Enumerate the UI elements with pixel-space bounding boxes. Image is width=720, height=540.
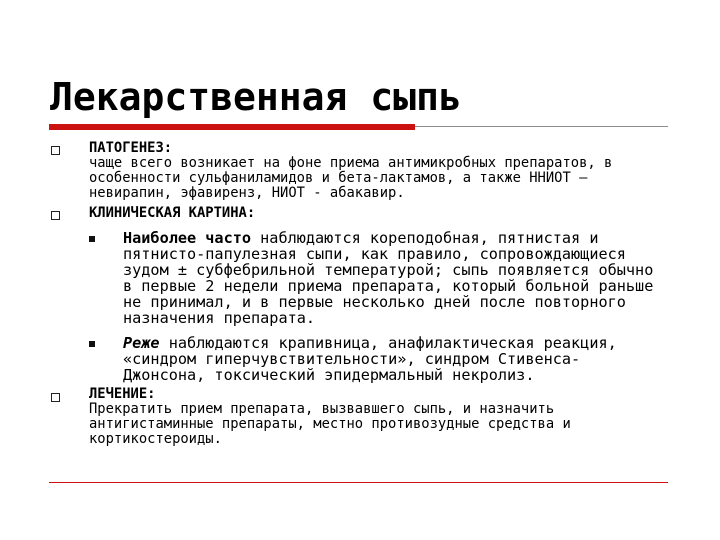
clinical-rare-first-rest: наблюдаются крапивница, анафилактическая реакция, [159,334,617,352]
clinical-frequent-line: в первые 2 недели приема препарата, который больной раньше [123,277,654,295]
pathogenesis-line: чаще всего возникает на фоне приема антимикробных препаратов, в [89,155,613,171]
title-underline-red [49,124,415,130]
pathogenesis-line: особенности сульфаниламидов и бета-лактамов, а также ННИОТ – [89,170,588,186]
treatment-line: Прекратить прием препарата, вызвавшего сыпь, и назначить [89,401,555,417]
hollow-square-bullet-icon [51,211,60,220]
pathogenesis-heading: ПАТОГЕНЕЗ: [89,140,173,156]
clinical-frequent-line: назначения препарата. [123,309,316,327]
clinical-frequent-line: зудом ± субфебрильной температурой; сыпь появляется обычно [123,261,654,279]
hollow-square-bullet-icon [51,393,60,402]
clinical-frequent-first-line [123,230,653,246]
clinical-rare-line: Джонсона, токсический эпидермальный некролиз. [123,366,535,384]
clinical-frequent-item [123,230,653,326]
clinical-frequent-line: не принимал, и в первые несколько дней после повторного [123,293,626,311]
slide-title: Лекарственная сыпь [50,75,462,119]
footer-rule [49,482,668,483]
filled-square-bullet-icon [89,341,95,347]
clinical-frequent-lead: Наиболее часто [123,229,252,247]
clinical-picture-heading-block [89,206,255,221]
clinical-rare-line: «синдром гиперчувствительности», синдром Стивенса- [123,350,581,368]
treatment-line: антигистаминные препараты, местно противозудные средства и [89,416,571,432]
treatment-heading: ЛЕЧЕНИЕ: [89,386,156,402]
pathogenesis-section [89,141,612,201]
hollow-square-bullet-icon [51,146,60,155]
clinical-rare-first-line [123,335,617,351]
treatment-line: кортикостероиды. [89,431,222,447]
clinical-frequent-line: пятнисто-папулезная сыпи, как правило, сопровождающиеся [123,245,626,263]
clinical-picture-heading: КЛИНИЧЕСКАЯ КАРТИНА: [89,205,256,221]
clinical-rare-item [123,335,617,383]
filled-square-bullet-icon [89,236,95,242]
treatment-section [89,387,571,447]
pathogenesis-line: невирапин, эфавиренз, НИОТ - абакавир. [89,185,405,201]
clinical-frequent-first-rest: наблюдаются кореподобная, пятнистая и [251,229,599,247]
clinical-rare-lead: Реже [123,334,160,352]
